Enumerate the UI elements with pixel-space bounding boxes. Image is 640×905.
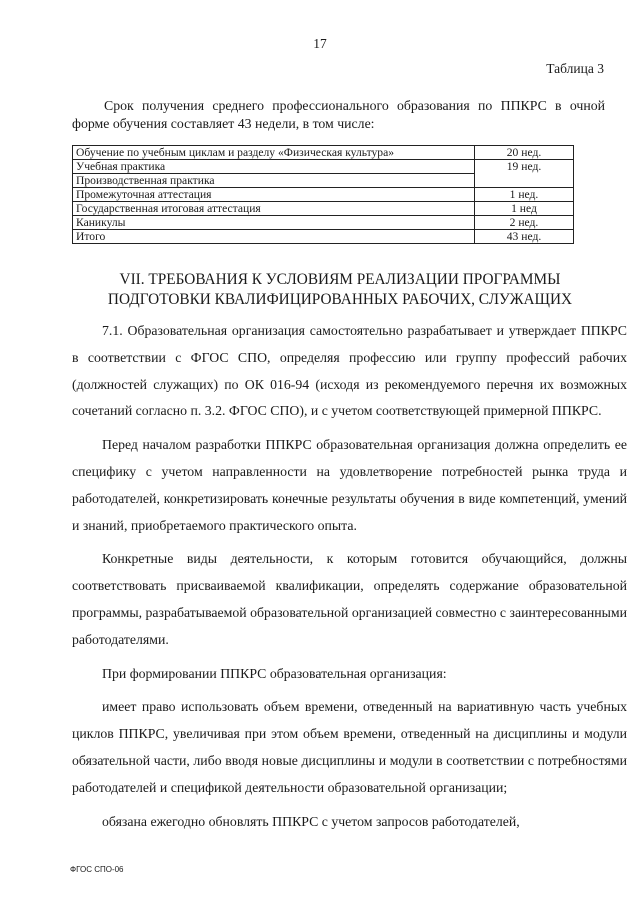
table-cell-label: Производственная практика bbox=[73, 174, 475, 188]
table-cell-label: Промежуточная аттестация bbox=[73, 188, 475, 202]
table-row bbox=[73, 216, 574, 230]
table-row bbox=[73, 202, 574, 216]
section-heading bbox=[60, 270, 620, 310]
paragraph: 7.1. Образовательная организация самостоятельно разрабатывает и утверждает ППКРС в соответствии с ФГОС СПО, определяя профессию или группу профессий рабочих (должностей служащих) по ОК 016-94 (исходя из рекомендуемого перечня их возможных сочетаний согласно п. 3.2. ФГОС СПО), и с учетом соответствующей примерной ППКРС. bbox=[72, 323, 627, 419]
table-cell-label: Учебная практика bbox=[73, 160, 475, 174]
table-cell-value: 19 нед. bbox=[475, 160, 574, 188]
table-cell-label: Итого bbox=[73, 230, 475, 244]
table-cell-value: 20 нед. bbox=[475, 146, 574, 160]
section-heading-line: ПОДГОТОВКИ КВАЛИФИЦИРОВАННЫХ РАБОЧИХ, СЛУЖАЩИХ bbox=[107, 291, 573, 308]
paragraph: обязана ежегодно обновлять ППКРС с учетом запросов работодателей, bbox=[102, 813, 520, 829]
paragraph: Перед началом разработки ППКРС образовательная организация должна определить ее специфику с учетом направленности на удовлетворение потребностей рынка труда и работодателей, конкретизировать конечные результаты обучения в виде компетенций, умений и знаний, приобретаемого практического опыта. bbox=[72, 437, 627, 533]
duration-table bbox=[72, 145, 574, 244]
table-cell-label: Каникулы bbox=[73, 216, 475, 230]
paragraph: Конкретные виды деятельности, к которым готовится обучающийся, должны соответствовать присваиваемой квалификации, определять содержание образовательной программы, разрабатываемой образовательной организацией совместно с заинтересованными работодателями. bbox=[72, 551, 627, 647]
table-cell-label: Государственная итоговая аттестация bbox=[73, 202, 475, 216]
footer-code: ФГОС СПО-06 bbox=[70, 865, 124, 874]
paragraph: При формировании ППКРС образовательная организация: bbox=[102, 665, 447, 681]
page-number: 17 bbox=[313, 36, 327, 51]
table-row bbox=[73, 188, 574, 202]
table-label: Таблица 3 bbox=[546, 61, 604, 76]
table-cell-value: 1 нед. bbox=[475, 188, 574, 202]
table-cell-value: 2 нед. bbox=[475, 216, 574, 230]
table-cell-value: 1 нед bbox=[475, 202, 574, 216]
intro-paragraph: Срок получения среднего профессионального образования по ППКРС в очной форме обучения составляет 43 недели, в том числе: bbox=[72, 98, 605, 131]
table-row bbox=[73, 146, 574, 160]
table-row bbox=[73, 160, 574, 174]
section-body bbox=[72, 318, 627, 842]
table-cell-value: 43 нед. bbox=[475, 230, 574, 244]
table-cell-label: Обучение по учебным циклам и разделу «Физическая культура» bbox=[73, 146, 475, 160]
table-row bbox=[73, 230, 574, 244]
paragraph: имеет право использовать объем времени, отведенный на вариативную часть учебных циклов ППКРС, увеличивая при этом объем времени, отведенный на дисциплины и модули обязательной части, либо вводя новые дисциплины и модули в соответствии с потребностями работодателей и спецификой деятельности образовательной организации; bbox=[72, 699, 627, 795]
section-heading-line: VII. ТРЕБОВАНИЯ К УСЛОВИЯМ РЕАЛИЗАЦИИ ПРОГРАММЫ bbox=[119, 271, 561, 288]
